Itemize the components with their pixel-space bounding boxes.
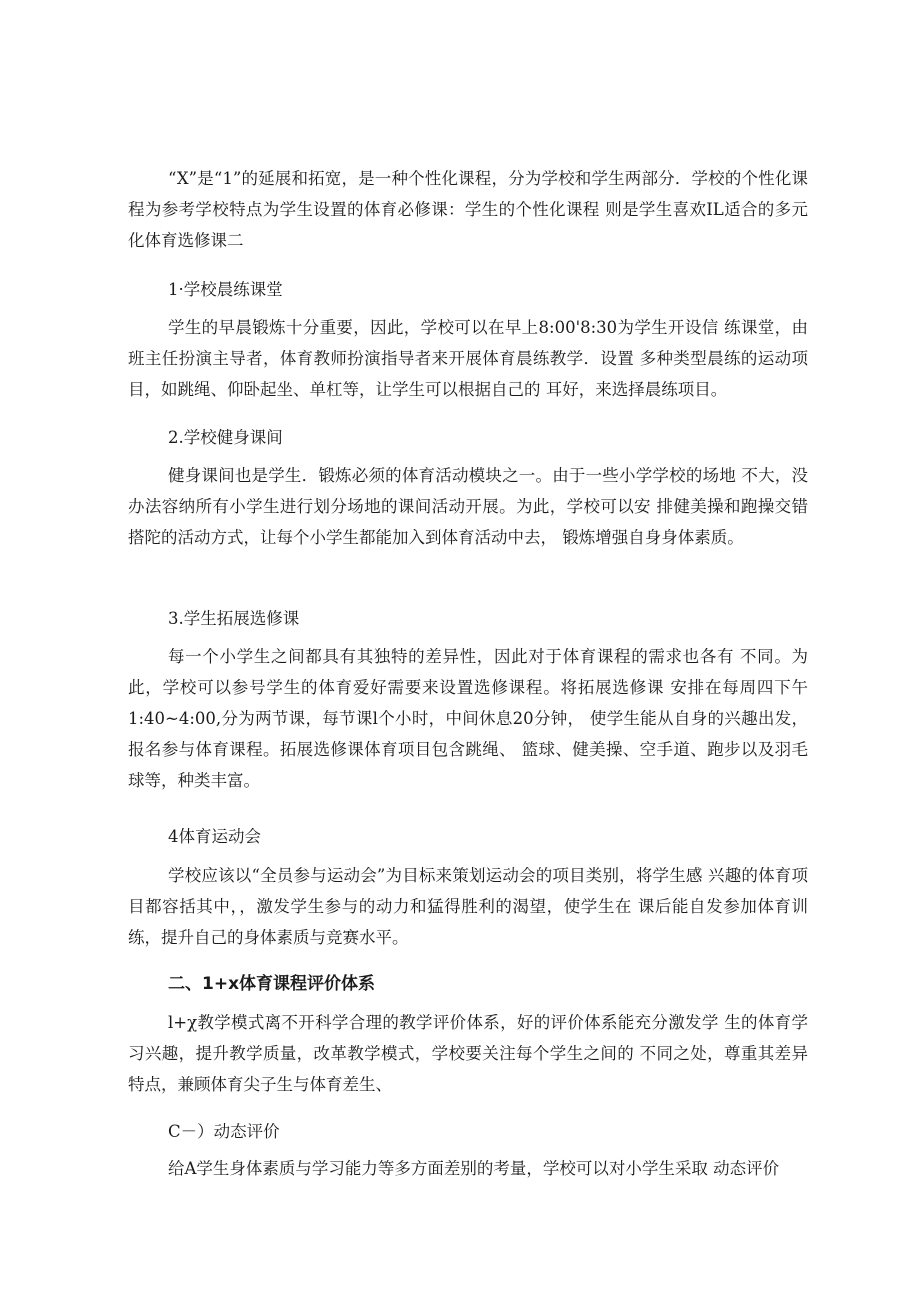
section2-heading: 二、1+x体育课程评价体系: [168, 974, 376, 994]
item3-heading: 3.学生拓展选修课: [168, 609, 300, 628]
sub1-heading: C－）动态评价: [168, 1122, 280, 1141]
item4-heading: 4体育运动会: [168, 827, 261, 846]
item2-body: 健身课间也是学生．锻炼必须的体育活动模块之一。由于一些小学学校的场地 不大，没办法容纳所有小学生进行划分场地的课间活动开展。为此，学校可以安 排健美操和跑操交错搭陀的活动方式，让每个小学生都能加入到体育活动中去， 锻炼增强自身身体素质。: [128, 466, 808, 547]
item1-body: 学生的早晨锻炼十分重要，因此，学校可以在早上8:00'8:30为学生开设信 练课堂，由班主任扮演主导者，体育教师扮演指导者来开展体育晨练教学．设置 多种类型晨练的运动项目，如跳绳、仰卧起坐、单杠等，让学生可以根据自己的 耳好，来选择晨练项目。: [128, 318, 808, 399]
item3-body: 每一个小学生之间都具有其独特的差异性，因此对于体育课程的需求也各有 不同。为此，学校可以参号学生的体育爱好需要来设置选修课程。将拓展选修课 安排在每周四下午1:40~4:00,分为两节课，每节课l个小时，中间休息20分钟， 使学生能从自身的兴趣出发，报名参与体育课程。拓展选修课体育项目包含跳绳、 篮球、健美操、空手道、跑步以及羽毛球等，种类丰富。: [128, 647, 808, 790]
item1-heading: 1·学校晨练课堂: [168, 280, 283, 299]
intro-paragraph: “X”是“1”的延展和拓宽，是一种个性化课程，分为学校和学生两部分．学校的个性化课程为参考学校特点为学生设置的体育必修课：学生的个性化课程 则是学生喜欢IL适合的多元化体育选修课二: [128, 169, 808, 250]
item4-body: 学校应该以“全员参与运动会”为目标来策划运动会的项目类别，将学生感 兴趣的体育项目都容括其中，，激发学生参与的动力和猛得胜利的渴望，使学生在 课后能自发参加体育训练，提升自己的身体素质与竞赛水平。: [128, 866, 808, 947]
sub1-body: 给A学生身体素质与学习能力等多方面差别的考量，学校可以对小学生采取 动态评价: [168, 1159, 780, 1178]
item2-heading: 2.学校健身课间: [168, 428, 283, 447]
section2-body: l+χ教学模式离不开科学合理的教学评价体系，好的评价体系能充分激发学 生的体育学习兴趣，提升教学质量，改革教学模式，学校要关注每个学生之间的 不同之处，尊重其差异特点，兼顾体育尖子生与体育差生、: [128, 1013, 808, 1094]
